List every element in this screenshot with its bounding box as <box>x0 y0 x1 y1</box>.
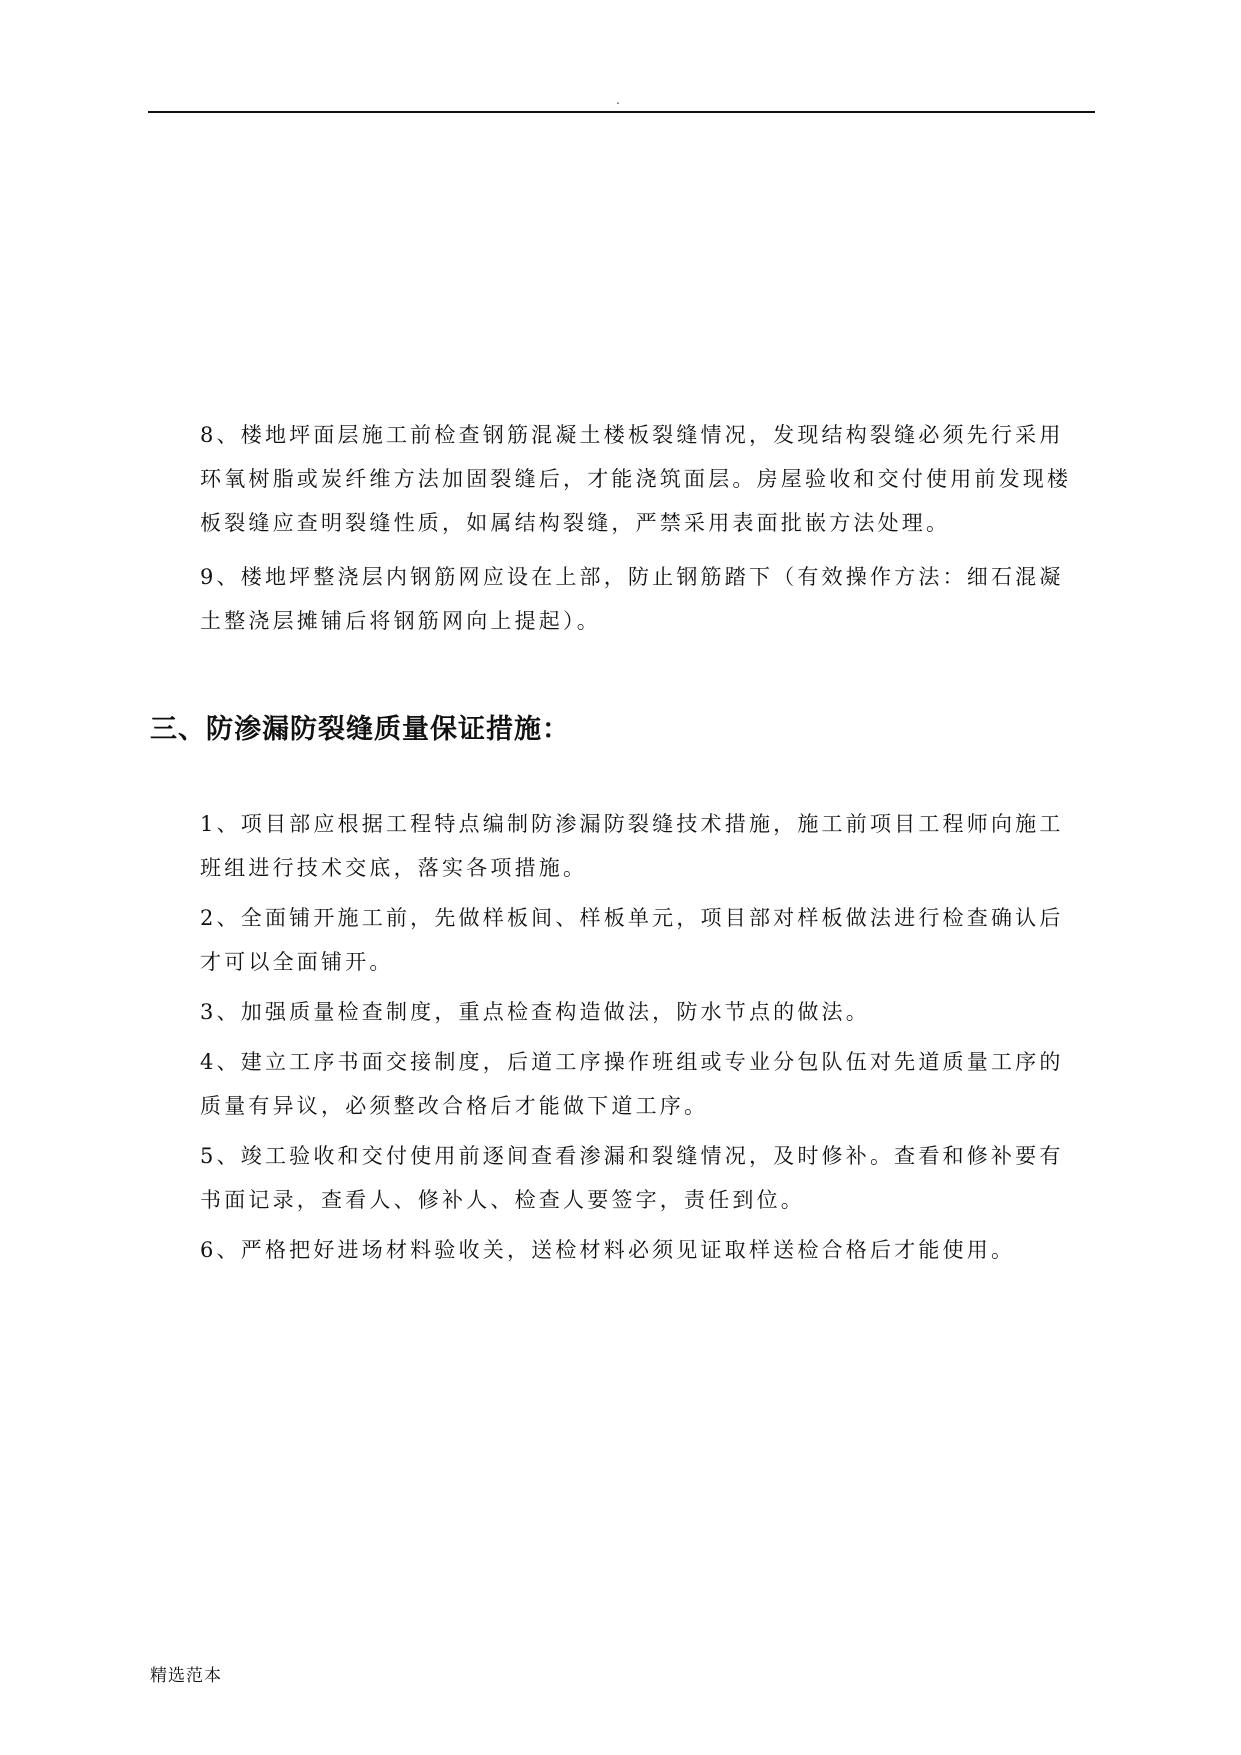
list-item-9 <box>200 555 1090 643</box>
list-item-5-line-1: 5、竣工验收和交付使用前逐间查看渗漏和裂缝情况，及时修补。查看和修补要有 <box>200 1144 1064 1168</box>
list-item-6 <box>200 1228 1090 1272</box>
list-item-8-line-3: 板裂缝应查明裂缝性质，如属结构裂缝，严禁采用表面批嵌方法处理。 <box>200 511 951 535</box>
list-item-8-line-1: 8、楼地坪面层施工前检查钢筋混凝土楼板裂缝情况，发现结构裂缝必须先行采用 <box>200 423 1064 447</box>
list-item-6-line-1: 6、严格把好进场材料验收关，送检材料必须见证取样送检合格后才能使用。 <box>200 1238 1016 1262</box>
list-item-9-line-2: 土整浇层摊铺后将钢筋网向上提起）。 <box>200 609 601 633</box>
list-item-5-line-2: 书面记录，查看人、修补人、检查人要签字，责任到位。 <box>200 1188 805 1212</box>
list-item-2-line-1: 2、全面铺开施工前，先做样板间、样板单元，项目部对样板做法进行检查确认后 <box>200 906 1064 930</box>
section-heading: 三、防渗漏防裂缝质量保证措施： <box>150 714 570 745</box>
list-item-8 <box>200 413 1090 545</box>
list-item-4-line-1: 4、建立工序书面交接制度，后道工序操作班组或专业分包队伍对先道质量工序的 <box>200 1050 1064 1074</box>
list-item-8-line-2: 环氧树脂或炭纤维方法加固裂缝后，才能浇筑面层。房屋验收和交付使用前发现楼 <box>200 467 1072 491</box>
list-item-4-line-2: 质量有异议，必须整改合格后才能做下道工序。 <box>200 1094 709 1118</box>
list-item-1-line-2: 班组进行技术交底，落实各项措施。 <box>200 856 588 880</box>
list-item-1 <box>200 802 1090 890</box>
list-item-2 <box>200 896 1090 984</box>
list-item-3 <box>200 990 1090 1034</box>
list-item-4 <box>200 1040 1090 1128</box>
list-item-5 <box>200 1134 1090 1222</box>
header-rule <box>148 111 1095 113</box>
list-item-2-line-2: 才可以全面铺开。 <box>200 950 394 974</box>
list-item-3-line-1: 3、加强质量检查制度，重点检查构造做法，防水节点的做法。 <box>200 1000 870 1024</box>
list-item-1-line-1: 1、项目部应根据工程特点编制防渗漏防裂缝技术措施，施工前项目工程师向施工 <box>200 812 1064 836</box>
footer-text: 精选范本 <box>150 1666 222 1686</box>
header-mark: . <box>616 93 620 107</box>
list-item-9-line-1: 9、楼地坪整浇层内钢筋网应设在上部，防止钢筋踏下（有效操作方法：细石混凝 <box>200 565 1064 589</box>
